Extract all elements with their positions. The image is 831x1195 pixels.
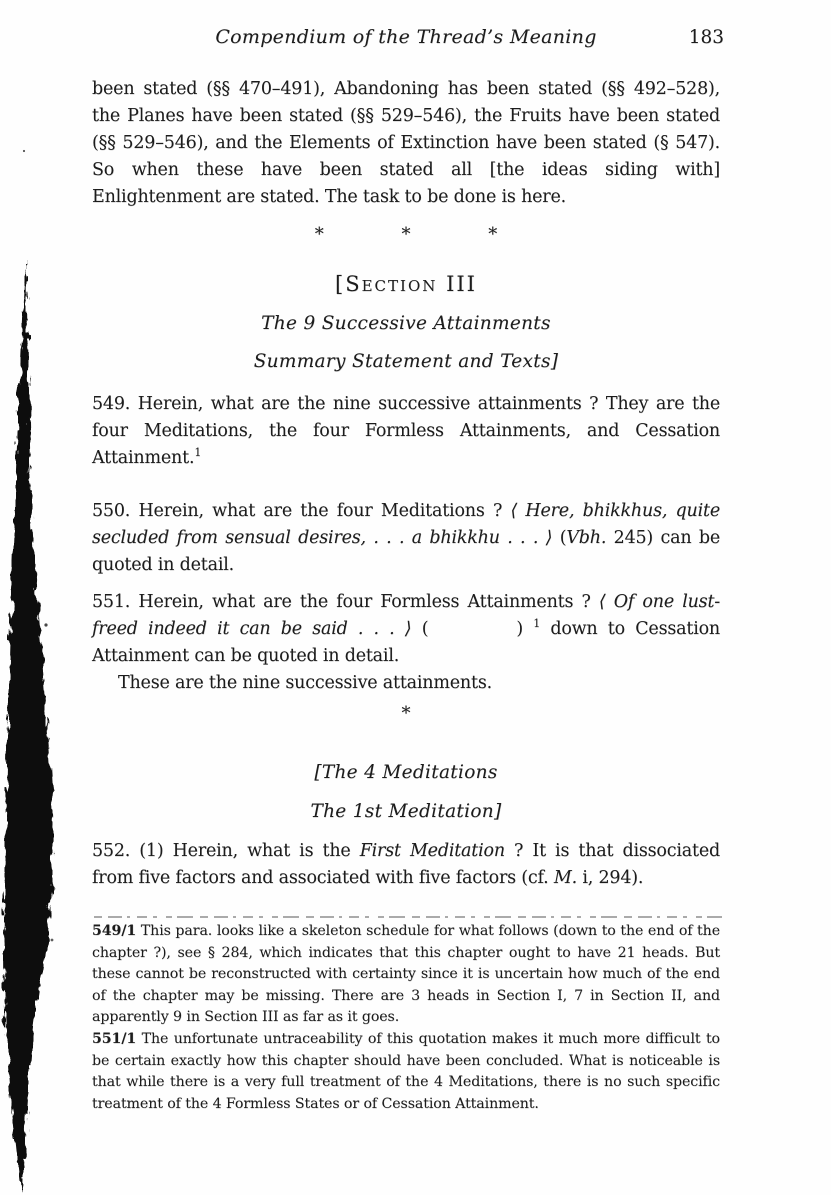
footnote-551-1 (92, 1029, 720, 1115)
text-segment: ( (411, 619, 429, 639)
footnote-text: The unfortunate untraceability of this quotation makes it much more difficult to be certain exactly how this chapter should have been concluded. What is noticeable is that while there is a very full treatment of the 4 Meditations, there is no such specific treatment of the 4 Formless States or of Cessation Attainment. (92, 1030, 720, 1112)
asterisk-separator-single: * (401, 703, 411, 724)
emphasized-term: First Meditation (359, 841, 505, 861)
page-number: 183 (688, 27, 724, 48)
scan-binding-artifact (0, 0, 70, 1195)
dashed-rule (92, 914, 724, 920)
asterisk: * (401, 224, 411, 245)
footnote-rule (92, 905, 724, 911)
binding-shadow-shape (0, 0, 70, 1195)
meditation-heading: [The 4 Meditations (314, 762, 498, 783)
section-heading: [Section III (335, 272, 477, 296)
meditation-heading: The 1st Meditation] (310, 801, 502, 822)
running-title: Compendium of the Thread’s Meaning (215, 26, 597, 48)
section-subtitle: The 9 Successive Attainments (261, 313, 551, 334)
citation-abbreviation: M. (553, 868, 578, 888)
paragraph-551 (92, 589, 720, 697)
text-segment: i, 294). (577, 868, 644, 888)
citation-abbreviation: Vbh. (566, 528, 607, 548)
paragraph-549 (92, 391, 720, 472)
paragraph-550 (92, 498, 720, 579)
text-segment: been stated (§§ 470–491), Abandoning has been stated (§§ 492–528), the Planes have been stated (§§ 529–546), the Fruits have been stated (§§ 529–546), and the Elements of Extinction have been stated (§ 547). So when these have been stated all [the ideas siding with] Enlightenment are stated. The task to be done is here. (92, 79, 720, 207)
text-segment: ? It is that dissociated from five factors and associated with five factors (cf. (92, 841, 720, 888)
footnote-marker-549: 1 (194, 446, 202, 460)
footnote-label: 551/1 (92, 1030, 137, 1047)
text-segment: ( (552, 528, 567, 548)
footnote-label: 549/1 (92, 923, 137, 939)
text-segment: 550. Herein, what are the four Meditations ? (92, 501, 511, 521)
footnotes-section (92, 921, 720, 1115)
text-segment: 552. (1) Herein, what is the (92, 841, 360, 861)
paragraph-552 (92, 838, 720, 892)
paragraph-continuation (92, 76, 720, 211)
quotation-segment: ⟨ Of one lust-freed indeed it can be said . . . ⟩ (92, 592, 721, 639)
text-segment: ) (516, 619, 534, 639)
footnote-549-1 (92, 921, 720, 1029)
asterisk: * (314, 224, 324, 245)
text-segment: 551. Herein, what are the four Formless Attainments ? (92, 592, 599, 612)
footnote-text: This para. looks like a skeleton schedule for what follows (down to the end of the chapter ?), see § 284, which indicates that this chapter ought to have 21 heads. But these cannot be reconstructed with certainty since it is uncertain how much of the end of the chapter may be missing. There are 3 heads in Section I, 7 in Section II, and apparently 9 in Section III as far as it goes. (92, 923, 720, 1026)
asterisk-separator (70, 224, 742, 245)
section-subtitle: Summary Statement and Texts] (253, 351, 559, 372)
closing-line: These are the nine successive attainments. (118, 673, 492, 693)
text-segment: 549. Herein, what are the nine successive attainments ? They are the four Meditations, the four Formless Attainments, and Cessation Attainment. (92, 394, 720, 468)
text-segment: 245) can be quoted in detail. (92, 528, 720, 575)
text-segment: down to Cessation Attainment can be quoted in detail. (92, 619, 720, 666)
paragraph-551-text (92, 589, 720, 670)
asterisk: * (488, 224, 498, 245)
footnote-marker-551: 1 (533, 617, 541, 631)
quotation-segment: ⟨ Here, bhikkhus, quite secluded from sensual desires, . . . a bhikkhu . . . ⟩ (92, 501, 720, 548)
